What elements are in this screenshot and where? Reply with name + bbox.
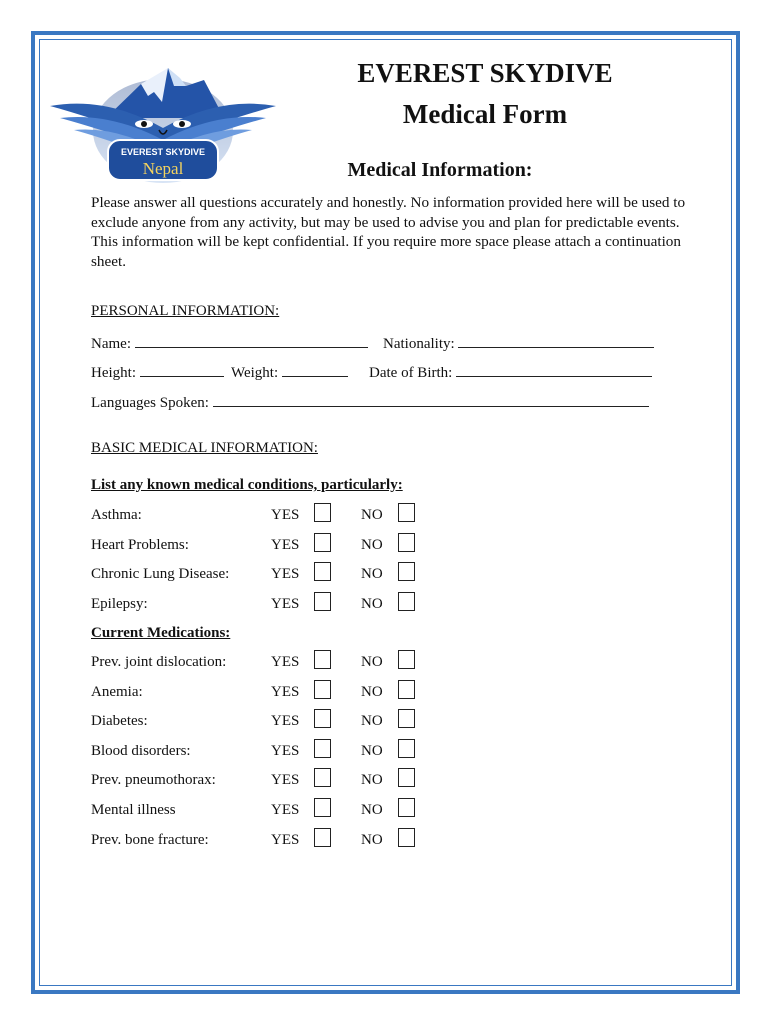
yes-label: YES (271, 536, 300, 553)
no-checkbox[interactable] (398, 828, 415, 847)
everest-skydive-logo (46, 56, 280, 186)
yes-label: YES (271, 507, 300, 523)
nationality-field[interactable] (458, 333, 654, 348)
yes-checkbox[interactable] (314, 709, 331, 728)
no-checkbox[interactable] (398, 562, 415, 581)
no-label: NO (361, 566, 383, 583)
personal-info-heading: PERSONAL INFORMATION: (91, 303, 280, 319)
no-checkbox[interactable] (398, 739, 415, 758)
no-label: NO (361, 772, 383, 789)
yes-checkbox[interactable] (314, 798, 331, 817)
question-row (91, 654, 431, 676)
logo-top-text: EVEREST SKYDIVE (120, 147, 206, 157)
yes-label: YES (271, 595, 300, 612)
question-label: Blood disorders: (91, 742, 191, 759)
weight-field[interactable] (282, 362, 348, 377)
question-row (91, 743, 431, 765)
yes-label: YES (271, 566, 300, 583)
nationality-line (383, 333, 654, 353)
languages-field[interactable] (213, 392, 649, 407)
yes-checkbox[interactable] (314, 828, 331, 847)
question-label: Prev. bone fracture: (91, 831, 209, 848)
yes-label: YES (271, 654, 300, 670)
basic-medical-heading: BASIC MEDICAL INFORMATION: (91, 440, 318, 456)
yes-checkbox[interactable] (314, 562, 331, 581)
question-row (91, 596, 431, 618)
yes-label: YES (271, 683, 300, 700)
question-row (91, 507, 431, 529)
question-label: Mental illness (91, 802, 176, 818)
question-label: Anemia: (91, 683, 143, 700)
no-label: NO (361, 802, 383, 818)
form-title: Medical Form (402, 99, 568, 129)
question-label: Heart Problems: (91, 536, 189, 553)
yes-label: YES (271, 802, 300, 818)
no-checkbox[interactable] (398, 503, 415, 522)
yes-label: YES (271, 831, 300, 848)
medications-heading: Current Medications: (91, 625, 231, 641)
company-title: EVEREST SKYDIVE (357, 58, 613, 88)
question-label: Diabetes: (91, 713, 148, 730)
question-label: Prev. pneumothorax: (91, 772, 216, 789)
no-label: NO (361, 742, 383, 759)
yes-checkbox[interactable] (314, 533, 331, 552)
question-label: Asthma: (91, 507, 142, 523)
languages-label: Languages Spoken: (91, 395, 209, 411)
weight-line (231, 362, 348, 382)
yes-checkbox[interactable] (314, 680, 331, 699)
weight-label: Weight: (231, 365, 279, 381)
no-label: NO (361, 507, 383, 523)
no-checkbox[interactable] (398, 798, 415, 817)
name-field[interactable] (135, 333, 368, 348)
dob-label: Date of Birth: (369, 365, 453, 381)
no-checkbox[interactable] (398, 650, 415, 669)
no-checkbox[interactable] (398, 709, 415, 728)
question-row (91, 802, 431, 824)
no-checkbox[interactable] (398, 592, 415, 611)
no-label: NO (361, 654, 383, 670)
yes-label: YES (271, 713, 300, 730)
name-line (91, 333, 368, 353)
name-label: Name: (91, 336, 131, 352)
no-checkbox[interactable] (398, 768, 415, 787)
yes-checkbox[interactable] (314, 650, 331, 669)
dob-field[interactable] (456, 362, 652, 377)
no-checkbox[interactable] (398, 680, 415, 699)
height-field[interactable] (140, 362, 224, 377)
no-label: NO (361, 683, 383, 700)
question-row (91, 713, 431, 735)
logo-bottom-text: Nepal (142, 159, 184, 178)
yes-checkbox[interactable] (314, 768, 331, 787)
yes-checkbox[interactable] (314, 592, 331, 611)
question-row (91, 566, 431, 588)
intro-paragraph: Please answer all questions accurately and honestly. No information provided here will be used to exclude anyone from any activity, but may be used to advise you and plan for predictable events. This information will be kept confidential. If you require more space please attach a continuation sheet. (91, 194, 686, 270)
question-row (91, 537, 431, 559)
question-row (91, 832, 431, 854)
question-row (91, 684, 431, 706)
question-label: Epilepsy: (91, 595, 148, 612)
section-title: Medical Information: (347, 159, 533, 181)
yes-checkbox[interactable] (314, 739, 331, 758)
conditions-heading: List any known medical conditions, particularly: (91, 477, 403, 493)
no-label: NO (361, 713, 383, 730)
question-label: Prev. joint dislocation: (91, 654, 227, 670)
dob-line (369, 362, 652, 382)
no-label: NO (361, 831, 383, 848)
nationality-label: Nationality: (383, 336, 455, 352)
no-label: NO (361, 536, 383, 553)
no-checkbox[interactable] (398, 533, 415, 552)
yes-label: YES (271, 772, 300, 789)
yes-label: YES (271, 742, 300, 759)
height-label: Height: (91, 365, 136, 381)
question-label: Chronic Lung Disease: (91, 566, 230, 583)
question-row (91, 772, 431, 794)
languages-line (91, 392, 649, 412)
height-line (91, 362, 224, 382)
no-label: NO (361, 595, 383, 612)
yes-checkbox[interactable] (314, 503, 331, 522)
